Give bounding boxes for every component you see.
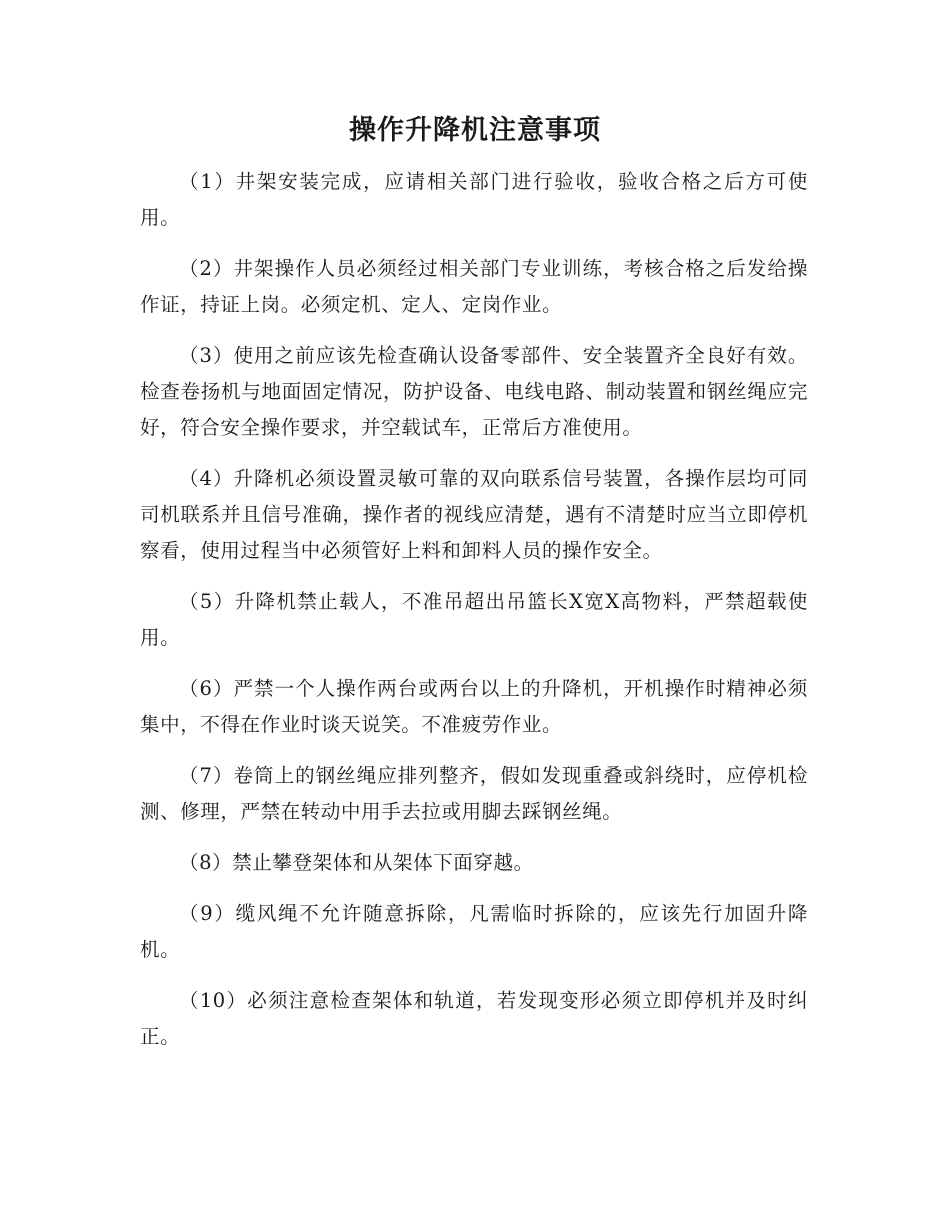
- document-title: 操作升降机注意事项: [349, 115, 601, 146]
- paragraph-2: （2）井架操作人员必须经过相关部门专业训练，考核合格之后发给操作证，持证上岗。必须定机、定人、定岗作业。: [140, 257, 808, 316]
- document-body: [140, 164, 808, 1070]
- paragraph-4: （4）升降机必须设置灵敏可靠的双向联系信号装置，各操作层均可同司机联系并且信号准确，操作者的视线应清楚，遇有不清楚时应当立即停机察看，使用过程当中必须管好上料和卸料人员的操作安全。: [140, 467, 808, 562]
- paragraph-10: （10）必须注意检查架体和轨道，若发现变形必须立即停机并及时纠正。: [140, 989, 808, 1048]
- paragraph-7: （7）卷筒上的钢丝绳应排列整齐，假如发现重叠或斜绕时，应停机检测、修理，严禁在转动中用手去拉或用脚去踩钢丝绳。: [140, 764, 808, 823]
- paragraph-1: （1）井架安装完成，应请相关部门进行验收，验收合格之后方可使用。: [140, 170, 808, 229]
- paragraph-5: （5）升降机禁止载人，不准吊超出吊篮长X宽X高物料，严禁超载使用。: [140, 590, 808, 649]
- paragraph-8: （8）禁止攀登架体和从架体下面穿越。: [179, 851, 534, 874]
- paragraph-6: （6）严禁一个人操作两台或两台以上的升降机，开机操作时精神必须集中，不得在作业时谈天说笑。不准疲劳作业。: [140, 677, 808, 736]
- paragraph-3: （3）使用之前应该先检查确认设备零部件、安全装置齐全良好有效。检查卷扬机与地面固定情况，防护设备、电线电路、制动装置和钢丝绳应完好，符合安全操作要求，并空载试车，正常后方准使用。: [140, 344, 808, 439]
- paragraph-9: （9）缆风绳不允许随意拆除，凡需临时拆除的，应该先行加固升降机。: [140, 902, 808, 961]
